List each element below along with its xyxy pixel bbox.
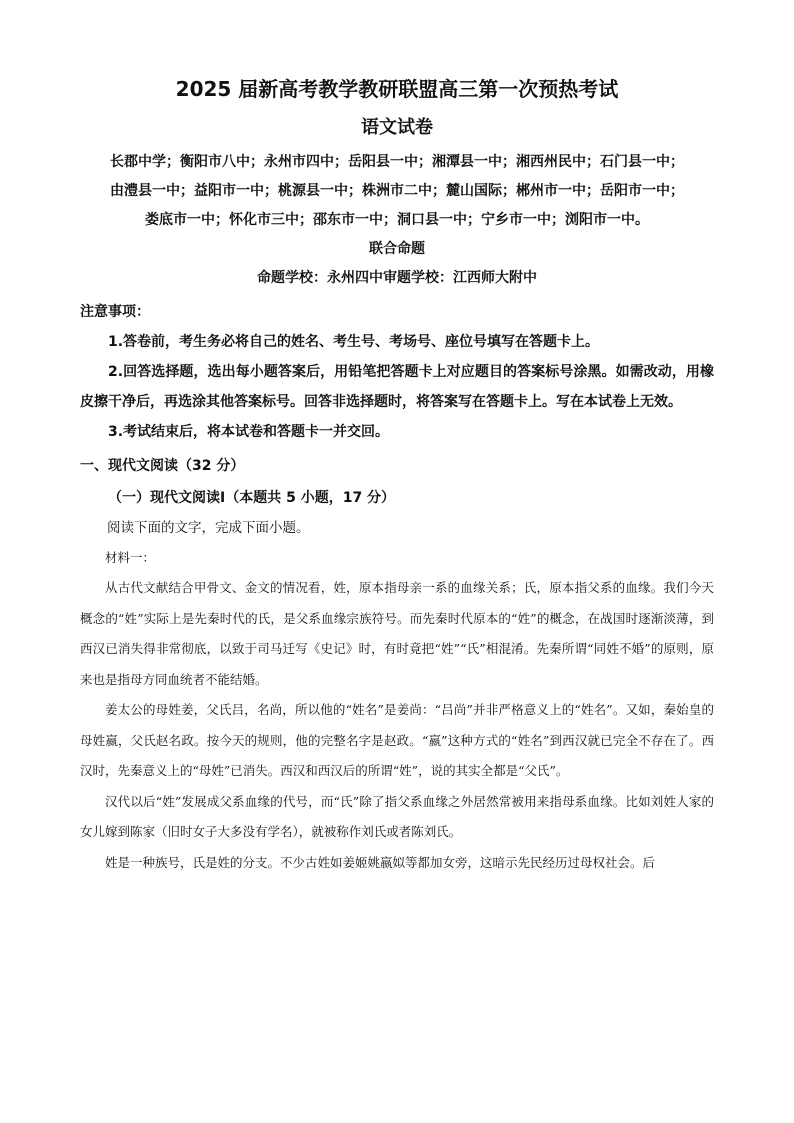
notice-item: 2.回答选择题，选出每小题答案后，用铅笔把答题卡上对应题目的答案标号涂黑。如需改动，用橡皮擦干净后，再选涂其他答案标号。回答非选择题时，将答案写在答题卡上。写在本试卷上无效。 <box>80 364 714 410</box>
material-body <box>80 573 714 878</box>
section-heading: 一、现代文阅读（32 分） <box>80 458 245 474</box>
body-paragraph: 从古代文献结合甲骨文、金文的情况看，姓，原本指母亲一系的血缘关系；氏，原本指父系的血缘。我们今天概念的“姓”实际上是先秦时代的氏，是父系血缘宗族符号。而先秦时代原本的“姓”的概念，在战国时逐渐淡薄，到西汉已消失得非常彻底，以致于司马迁写《史记》时，有时竟把“姓”“氏”相混淆。先秦所谓“同姓不婚”的原则，原来也是指母方同血统者不能结婚。 <box>80 580 714 687</box>
subsection-heading: （一）现代文阅读Ⅰ（本题共 5 小题，17 分） <box>108 490 396 506</box>
notice-item: 1.答卷前，考生务必将自己的姓名、考生号、考场号、座位号填写在答题卡上。 <box>108 334 600 350</box>
reading-instruction: 阅读下面的文字，完成下面小题。 <box>107 520 310 536</box>
school-line: 长郡中学；衡阳市八中；永州市四中；岳阳县一中；湘潭县一中；湘西州民中；石门县一中； <box>110 154 684 170</box>
school-list <box>80 148 714 235</box>
notice-list <box>80 327 714 447</box>
notice-heading: 注意事项： <box>80 304 150 320</box>
school-line: 由澧县一中；益阳市一中；桃源县一中；株洲市二中；麓山国际；郴州市一中；岳阳市一中； <box>110 183 684 199</box>
proposer-line: 命题学校：永州四中审题学校：江西师大附中 <box>257 270 537 286</box>
exam-title: 2025 届新高考教学教研联盟高三第一次预热考试 <box>175 77 619 101</box>
exam-subtitle: 语文试卷 <box>361 117 433 138</box>
joint-proposition: 联合命题 <box>369 241 425 257</box>
body-paragraph: 汉代以后“姓”发展成父系血缘的代号，而“氏”除了指父系血缘之外居然常被用来指母系血缘。比如刘姓人家的女儿嫁到陈家（旧时女子大多没有学名），就被称作刘氏或者陈刘氏。 <box>80 793 714 839</box>
school-line: 娄底市一中；怀化市三中；邵东市一中；洞口县一中；宁乡市一中；浏阳市一中。 <box>145 212 649 228</box>
notice-item: 3.考试结束后，将本试卷和答题卡一并交回。 <box>108 424 390 440</box>
material-label: 材料一： <box>105 550 156 565</box>
body-paragraph: 姜太公的母姓姜，父氏吕，名尚，所以他的“姓名”是姜尚：“吕尚”并非严格意义上的“姓名”。又如，秦始皇的母姓嬴，父氏赵名政。按今天的规则，他的完整名字是赵政。“嬴”这种方式的“姓名”到西汉就已完全不存在了。西汉时，先秦意义上的“母姓”已消失。西汉和西汉后的所谓“姓”，说的其实全都是“父氏”。 <box>80 702 714 778</box>
body-paragraph: 姓是一种族号，氏是姓的分支。不少古姓如姜姬姚嬴姒等都加女旁，这暗示先民经历过母权社会。后 <box>105 854 656 870</box>
